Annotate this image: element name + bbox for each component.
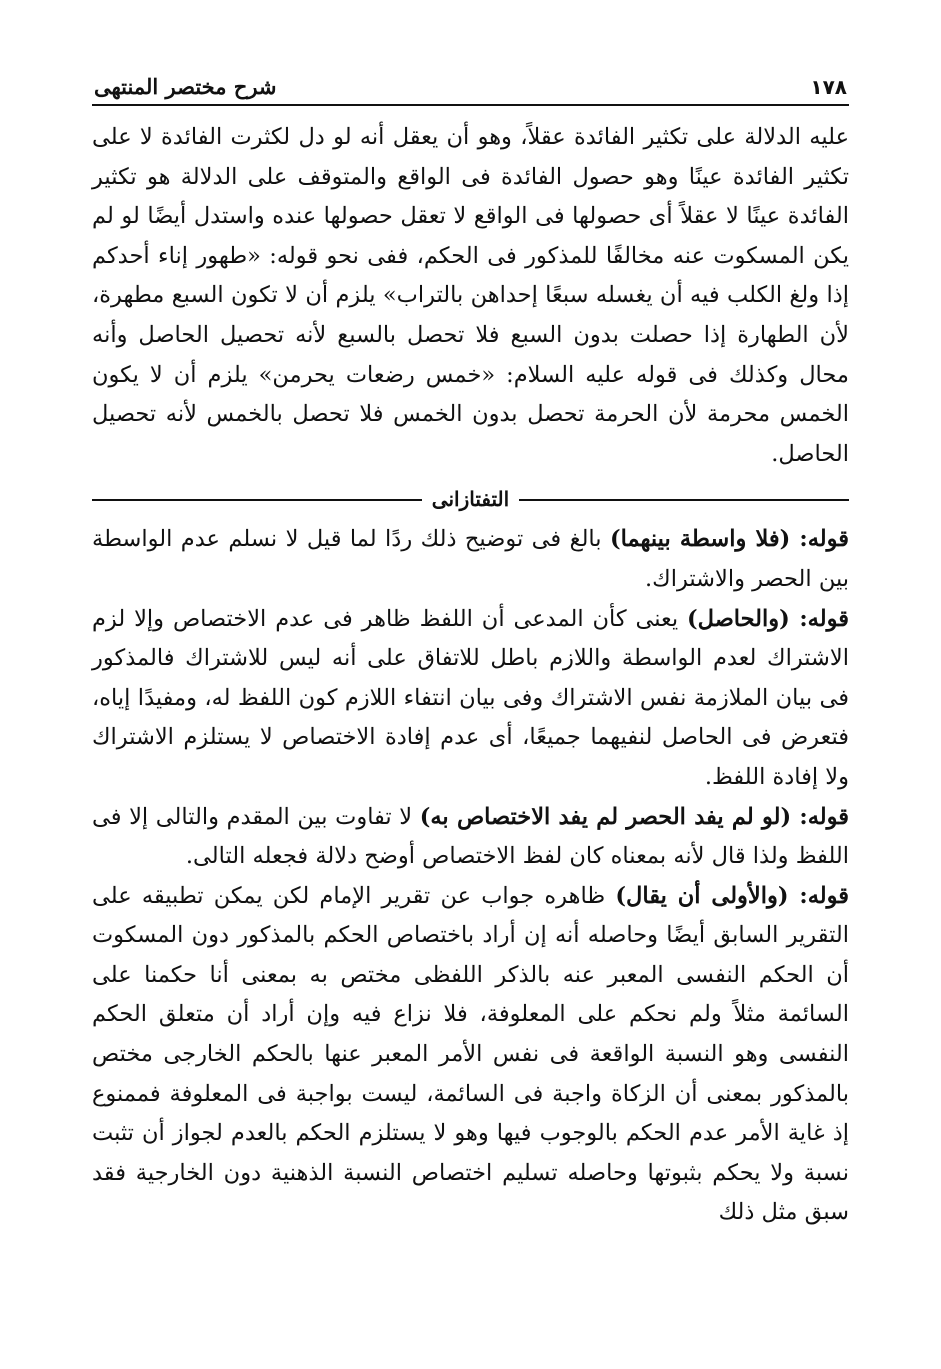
sharh-paragraph [92,798,849,877]
commentator-label: التفتازانى [431,487,510,512]
quote-lead: قوله: (والأولى أن يقال) [615,882,849,909]
book-title: شرح مختصر المنتهى [94,74,277,99]
matn-paragraph: عليه الدلالة على تكثير الفائدة عقلاً، وهو أن يعقل أنه لو دل لكثرت الفائدة لا على تكثير الفائدة عينًا وهو حصول الفائدة فى الواقع والمتوقف على الدلالة هو تكثير الفائدة عينًا لا عقلاً أى حصولها فى الواقع لا تعقل حصولها عنده واستدل أيضًا لو لم يكن المسكوت عنه مخالفًا للمذكور فى الحكم، ففى نحو قوله: «طهور إناء أحدكم إذا ولغ الكلب فيه أن يغسله سبعًا إحداهن بالتراب» يلزم أن لا تكون السبع مطهرة، لأن الطهارة إذا حصلت بدون السبع فلا تحصل بالسبع لأنه تحصيل الحاصل وأنه محال وكذلك فى قوله عليه السلام: «خمس رضعات يحرمن» يلزم أن لا يكون الخمس محرمة لأن الحرمة تحصل بدون الخمس فلا تحصل بالخمس لأنه تحصيل الحاصل. [92,124,849,467]
divider-rule-right [519,499,849,501]
quote-lead: قوله: (والحاصل) [687,605,849,632]
divider-rule-left [92,499,422,501]
commentary-text: ظاهره جواب عن تقرير الإمام لكن يمكن تطبيقه على التقرير السابق أيضًا وحاصله أنه إن أراد باختصاص الحكم بالمذكور دون المسكوت أن الحكم النفسى المعبر عنه بالذكر اللفظى مختص به بمعنى أنا حكمنا على السائمة مثلاً ولم نحكم على المعلوفة، فلا نزاع فيه وإن أراد أن متعلق الحكم النفسى وهو النسبة الواقعة فى نفس الأمر المعبر عنها بالحكم الخارجى مختص بالمذكور بمعنى أن الزكاة واجبة فى السائمة، ليست بواجبة فى المعلوفة فممنوع إذ غاية الأمر عدم الحكم بالوجوب فيها وهو لا يستلزم الحكم بالعدم لجواز أن تثبت نسبة ولا يحكم بثبوتها وحاصله تسليم اختصاص النسبة الذهنية دون الخارجية فقد سبق مثل ذلك [92,882,849,1226]
sharh-paragraph [92,520,849,599]
matn-section [92,118,849,474]
quote-lead: قوله: (فلا واسطة بينهما) [610,526,850,553]
commentary-text: بالغ فى توضيح ذلك ردًا لما قيل لا نسلم عدم الواسطة بين الحصر والاشتراك. [92,526,849,592]
sharh-paragraph [92,600,849,798]
page-number: ١٧٨ [810,75,847,99]
book-page [92,72,849,1312]
sharh-paragraph [92,877,849,1233]
running-header [92,72,849,106]
sharh-section [92,520,849,1233]
section-divider [92,488,849,510]
quote-lead: قوله: (لو لم يفد الحصر لم يفد الاختصاص به) [419,803,849,830]
commentary-text: لا تفاوت بين المقدم والتالى إلا فى اللفظ ولذا قال لأنه بمعناه كان لفظ الاختصاص أوضح دلالة فجعله التالى. [92,803,849,870]
commentary-text: يعنى كأن المدعى أن اللفظ ظاهر فى عدم الاختصاص وإلا لزم الاشتراك لعدم الواسطة واللازم باطل للاتفاق على أنه ليس للاشتراك فالمذكور فى بيان الملازمة نفس الاشتراك وفى بيان انتفاء اللازم كون اللفظ له، ومفيدًا إياه، فتعرض فى الحاصل لنفيهما جميعًا، أى عدم إفادة الاختصاص لا يستلزم الاشتراك ولا إفادة اللفظ. [92,605,849,790]
